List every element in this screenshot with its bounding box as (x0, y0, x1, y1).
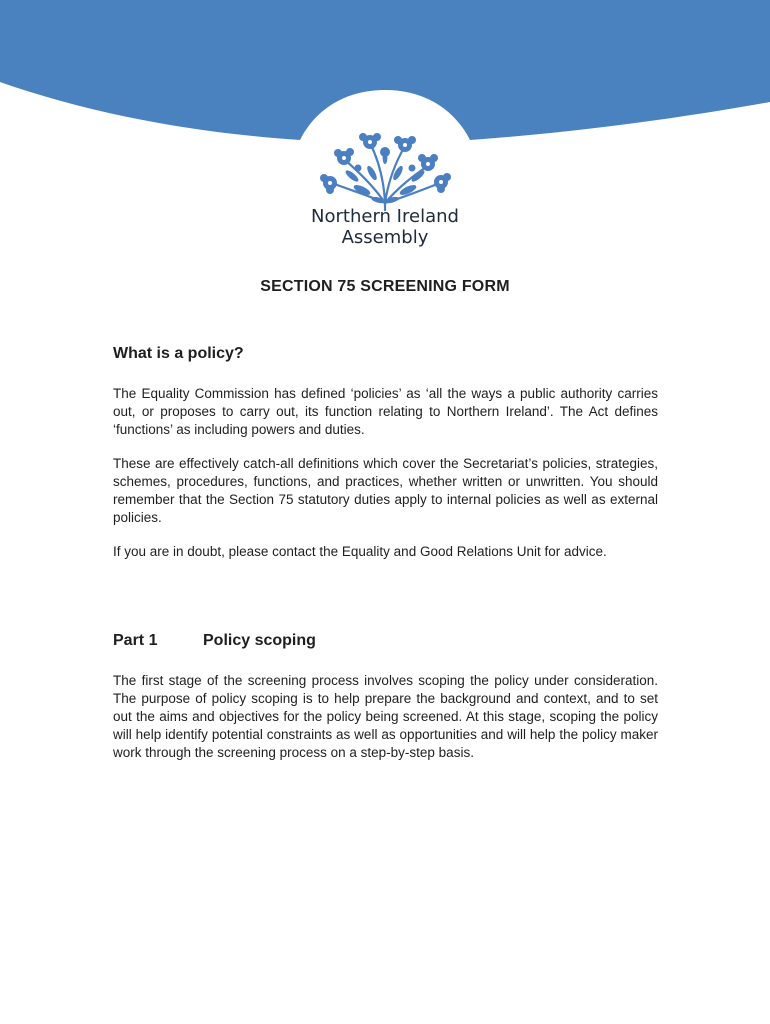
policy-paragraph-3: If you are in doubt, please contact the Equality and Good Relations Unit for advice. (113, 544, 607, 559)
part1-title: Policy scoping (203, 632, 316, 649)
policy-paragraph-1: The Equality Commission has defined ‘policies’ as ‘all the ways a public authority carries out, or proposes to carry out, its function relating to Northern Ireland’. The Act defines ‘functions’ as including powers and duties. (113, 386, 658, 437)
page-title: SECTION 75 SCREENING FORM (260, 278, 510, 295)
part1-label: Part 1 (113, 632, 158, 649)
assembly-logo-text (290, 206, 480, 248)
logo-line-2: Assembly (341, 227, 429, 248)
part1-paragraph: The first stage of the screening process involves scoping the policy under consideration. The purpose of policy scoping is to help prepare the background and context, and to set out the aims and objectives for the policy being screened. At this stage, scoping the policy will help identify potential constraints as well as opportunities and will help the policy maker work through the screening process on a step-by-step basis. (113, 673, 658, 760)
logo-line-1: Northern Ireland (311, 206, 459, 227)
policy-paragraph-2: These are effectively catch-all definitions which cover the Secretariat’s policies, strategies, schemes, procedures, functions, and practices, whether written or unwritten. You should remember that the Section 75 statutory duties apply to internal policies as well as external policies. (113, 456, 658, 525)
part1-heading (113, 632, 316, 650)
policy-heading: What is a policy? (113, 345, 244, 362)
